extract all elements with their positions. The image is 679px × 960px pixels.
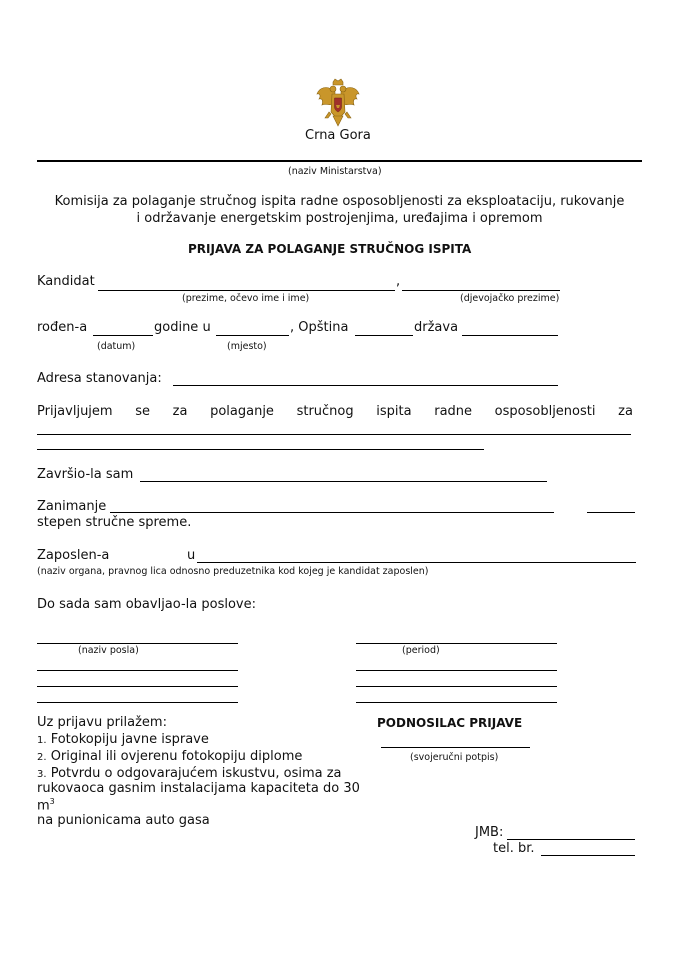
degree-field[interactable] xyxy=(587,512,635,513)
attachment-item-2 xyxy=(37,749,302,764)
country-name: Crna Gora xyxy=(305,128,371,143)
birth-place-field[interactable] xyxy=(216,335,289,336)
ministry-caption: (naziv Ministarstva) xyxy=(288,166,382,177)
commission-line-1: Komisija za polaganje stručnog ispita radne osposobljenosti za eksploataciju, rukovanje xyxy=(54,194,625,209)
application-word: Prijavljujem xyxy=(37,404,113,419)
tel-label: tel. br. xyxy=(493,841,535,856)
jmb-field[interactable] xyxy=(507,839,635,840)
candidate-label: Kandidat xyxy=(37,274,95,289)
jmb-label: JMB: xyxy=(475,825,504,840)
application-word: za xyxy=(172,404,188,419)
application-word: osposobljenosti xyxy=(494,404,596,419)
unit-exponent: 3 xyxy=(49,797,55,806)
experience-intro: Do sada sam obavljao-la poslove: xyxy=(37,597,256,612)
address-field[interactable] xyxy=(173,385,558,386)
signature-field[interactable] xyxy=(381,747,530,748)
attachment-number: 2. xyxy=(37,752,47,763)
attachments-intro: Uz prijavu prilažem: xyxy=(37,715,167,730)
period-field-1[interactable] xyxy=(356,643,557,644)
application-word: ispita xyxy=(376,404,412,419)
tel-field[interactable] xyxy=(541,855,635,856)
candidate-comma: , xyxy=(396,274,401,289)
application-word: za xyxy=(618,404,633,419)
application-field-line-2[interactable] xyxy=(37,449,484,450)
attachment-text: Fotokopiju javne isprave xyxy=(50,732,209,747)
employed-label: Zaposlen-a xyxy=(37,548,110,563)
coat-of-arms-icon xyxy=(315,78,361,128)
application-sentence xyxy=(37,404,633,419)
municipality-field[interactable] xyxy=(355,335,413,336)
application-word: radne xyxy=(434,404,473,419)
period-field-4[interactable] xyxy=(356,702,557,703)
name-caption: (prezime, očevo ime i ime) xyxy=(182,293,310,304)
attachment-item-1 xyxy=(37,732,209,747)
occupation-field[interactable] xyxy=(110,512,554,513)
signature-caption: (svojeručni potpis) xyxy=(410,752,499,763)
job-field-1[interactable] xyxy=(37,643,238,644)
country-field[interactable] xyxy=(462,335,558,336)
place-caption: (mjesto) xyxy=(227,341,267,352)
employed-at-label: u xyxy=(187,548,196,563)
attachment-item-3-line-2: rukovaoca gasnim instalacijama kapaciteta do 30 xyxy=(37,781,360,796)
application-field-line-1[interactable] xyxy=(37,434,631,435)
application-word: se xyxy=(135,404,150,419)
application-word: stručnog xyxy=(296,404,354,419)
commission-line-2: i održavanje energetskim postrojenjima, uređajima i opremom xyxy=(136,211,543,226)
attachment-item-3-line-4: na punionicama auto gasa xyxy=(37,813,210,828)
born-label: rođen-a xyxy=(37,320,88,335)
form-title: PRIJAVA ZA POLAGANJE STRUČNOG ISPITA xyxy=(188,242,472,256)
attachment-item-3-unit: $m^3$ xyxy=(37,797,55,814)
maiden-name-field[interactable] xyxy=(402,290,560,291)
school-field[interactable] xyxy=(140,481,547,482)
birth-date-field[interactable] xyxy=(93,335,153,336)
applicant-title: PODNOSILAC PRIJAVE xyxy=(377,716,523,730)
application-word: polaganje xyxy=(210,404,274,419)
employer-caption: (naziv organa, pravnog lica odnosno preduzetnika kod kojeg je kandidat zaposlen) xyxy=(37,566,429,577)
maiden-caption: (djevojačko prezime) xyxy=(460,293,560,304)
job-field-2[interactable] xyxy=(37,670,238,671)
attachment-text: Potvrdu o odgovarajućem iskustvu, osima za xyxy=(50,766,342,781)
job-caption: (naziv posla) xyxy=(78,645,139,656)
year-label: godine u xyxy=(154,320,211,335)
occupation-label: Zanimanje xyxy=(37,499,107,514)
address-label: Adresa stanovanja: xyxy=(37,371,162,386)
job-field-4[interactable] xyxy=(37,702,238,703)
finished-label: Završio-la sam xyxy=(37,467,134,482)
candidate-name-field[interactable] xyxy=(98,290,395,291)
period-field-3[interactable] xyxy=(356,686,557,687)
header-divider xyxy=(37,160,642,162)
country-label: država xyxy=(414,320,459,335)
attachment-number: 3. xyxy=(37,769,47,780)
period-caption: (period) xyxy=(402,645,440,656)
job-field-3[interactable] xyxy=(37,686,238,687)
employer-field[interactable] xyxy=(197,562,636,563)
period-field-2[interactable] xyxy=(356,670,557,671)
attachment-text: Original ili ovjerenu fotokopiju diplome xyxy=(50,749,303,764)
date-caption: (datum) xyxy=(97,341,136,352)
attachment-item-3 xyxy=(37,766,342,781)
attachment-number: 1. xyxy=(37,735,47,746)
degree-label: stepen stručne spreme. xyxy=(37,515,192,530)
municipality-label: , Opština xyxy=(290,320,349,335)
